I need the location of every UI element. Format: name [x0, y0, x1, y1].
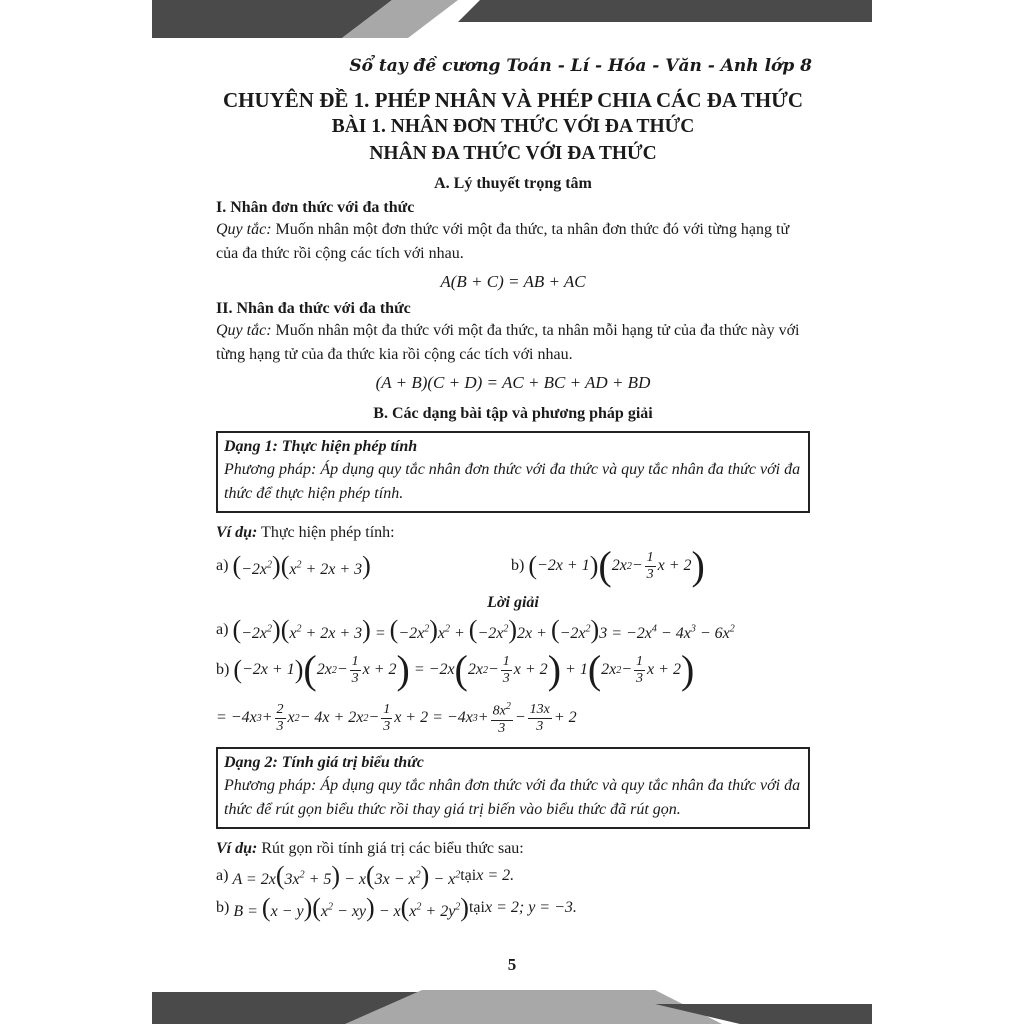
- problem-a-expr: $(-2x^2)(x^2 + 2x + 3)$: [232, 551, 371, 580]
- rule-label: Quy tắc:: [216, 322, 272, 339]
- example2-a: [216, 861, 810, 891]
- example-label: Ví dụ:: [216, 524, 258, 541]
- formula-2: (A + B)(C + D) = AC + BC + AD + BD: [375, 373, 651, 392]
- example2-a-label: a): [216, 867, 229, 884]
- problem-b-label: b): [511, 557, 525, 574]
- problem-b-expr: ( −2x + 1 ) ( 2x 2 − $\frac{1}{3}$ x + 2 ): [528, 543, 705, 588]
- solution-a: a) $(-2x^2)(x^2 + 2x + 3) = (-2x^2)x^2 + (-2x^2)2x + (-2x^2)3 = -2x^4 - 4x^3 - 6x^2$: [216, 615, 735, 644]
- section-b-heading: B. Các dạng bài tập và phương pháp giải: [373, 405, 653, 422]
- solution-b-line1: b) ( −2x + 1 ) ( 2x 2 − $\frac{1}{3}$ x + 2 ) = −2x ( 2x 2 − $\frac{1}{3}$ x + 2 ) + 1 ( 2x 2 − $\frac{1}{3}$ x + 2 ): [216, 647, 695, 692]
- rule-label: Quy tắc:: [216, 221, 272, 238]
- example2-b-label: b): [216, 899, 230, 916]
- example1-intro: [216, 521, 810, 545]
- example2-a-tail: tại: [460, 867, 477, 884]
- header-title: Sổ tay đề cương Toán - Lí - Hóa - Văn - Anh lớp 8: [349, 56, 812, 76]
- rule-text: Muốn nhân một đơn thức với một đa thức, ta nhân đơn thức đó với từng hạng tử của đa thức rồi cộng các tích với nhau.: [216, 221, 790, 262]
- lesson-title-1: BÀI 1. NHÂN ĐƠN THỨC VỚI ĐA THỨC: [331, 116, 695, 137]
- page-number: 5: [507, 955, 517, 974]
- example2-b: [216, 891, 810, 925]
- dang2-title: Dạng 2: Tính giá trị biểu thức: [224, 754, 424, 771]
- dang1-box: [216, 431, 810, 513]
- example2-b-expr: $B = (x - y)(x^2 - xy) - x(x^2 + 2y^2)$: [233, 893, 469, 922]
- dang1-method: Phương pháp: Áp dụng quy tắc nhân đơn thức với đa thức và quy tắc nhân đa thức với đa thức để thực hiện phép tính.: [224, 461, 801, 502]
- example2-a-cond: x = 2.: [476, 867, 515, 884]
- example2-intro: [216, 837, 810, 861]
- dang2-method: Phương pháp: Áp dụng quy tắc nhân đơn thức với đa thức và quy tắc nhân đa thức với đa thức để rút gọn biểu thức rồi thay giá trị biến vào biểu thức đã rút gọn.: [224, 777, 801, 818]
- example2-a-expr: $A = 2x(3x^2 + 5) - x(3x - x^2) - x^2$: [232, 861, 461, 890]
- dang1-title: Dạng 1: Thực hiện phép tính: [224, 438, 418, 455]
- example-label: Ví dụ:: [216, 840, 258, 857]
- page-content: [216, 86, 810, 925]
- problem-a-label: a): [216, 557, 229, 574]
- example-text: Thực hiện phép tính:: [257, 524, 395, 541]
- example2-b-cond: x = 2; y = −3.: [484, 899, 577, 916]
- example1-problems: [216, 545, 810, 587]
- part2-rule: [216, 319, 810, 367]
- section-a-heading: A. Lý thuyết trọng tâm: [434, 175, 592, 192]
- rule-text: Muốn nhân một đa thức với một đa thức, ta nhân mỗi hạng tử của đa thức này với từng hạng tử của đa thức kia rồi cộng các tích với nhau.: [216, 322, 800, 363]
- lesson-title-2: NHÂN ĐA THỨC VỚI ĐA THỨC: [369, 143, 657, 164]
- example2-b-tail: tại: [468, 899, 485, 916]
- header-band-dark-right: [458, 0, 872, 22]
- part1-heading: I. Nhân đơn thức với đa thức: [216, 199, 415, 216]
- example-text: Rút gọn rồi tính giá trị các biểu thức sau:: [257, 840, 524, 857]
- part2-heading: II. Nhân đa thức với đa thức: [216, 300, 411, 317]
- formula-1: A(B + C) = AB + AC: [440, 272, 586, 291]
- chapter-title: CHUYÊN ĐỀ 1. PHÉP NHÂN VÀ PHÉP CHIA CÁC ĐA THỨC: [222, 88, 804, 112]
- part1-rule: [216, 218, 810, 266]
- solution-b-line2: = −4x 3 + $\frac{2}{3}$ x 2 − 4x + 2x 2 − $\frac{1}{3}$ x + 2 = −4x 3 + $\frac{8x^2}{3}$ − $\frac{13x}{3}$ + 2: [216, 701, 577, 736]
- solution-heading: Lời giải: [487, 594, 539, 611]
- dang2-box: [216, 747, 810, 829]
